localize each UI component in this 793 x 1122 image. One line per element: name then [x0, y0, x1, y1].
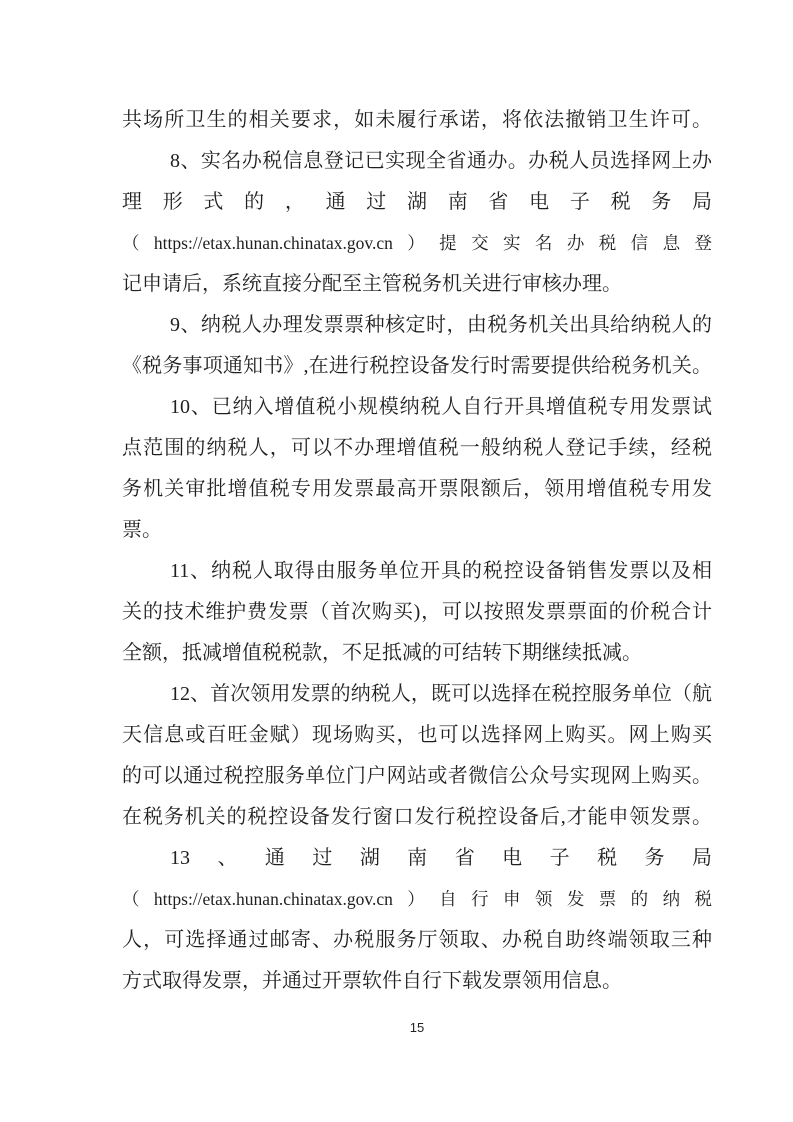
- text-line: 理形式的，通过湖南省电子税务局: [122, 191, 712, 213]
- paragraph-10: [122, 387, 712, 551]
- text-line: 11、纳税人取得由服务单位开具的税控设备销售发票以及相: [170, 560, 712, 582]
- text-line: 记申请后，系统直接分配至主管税务机关进行审核办理。: [122, 273, 622, 295]
- text-line: 共场所卫生的相关要求，如未履行承诺，将依法撤销卫生许可。: [122, 109, 712, 131]
- paragraph-8: [122, 141, 712, 305]
- text-line: 8、实名办税信息登记已实现全省通办。办税人员选择网上办: [170, 150, 712, 172]
- paragraph-9: [122, 305, 712, 387]
- text-line: 天信息或百旺金赋）现场购买，也可以选择网上购买。网上购买: [122, 724, 712, 746]
- text-line: 《税务事项通知书》,在进行税控设备发行时需要提供给税务机关。: [122, 355, 712, 377]
- text-line: 务机关审批增值税专用发票最高开票限额后，领用增值税专用发: [122, 478, 712, 500]
- text-line: 票。: [122, 519, 162, 541]
- paragraph-7-continuation: [122, 100, 712, 141]
- text-line: 点范围的纳税人，可以不办理增值税一般纳税人登记手续，经税: [122, 437, 712, 459]
- paragraph-11: [122, 551, 712, 674]
- text-line-with-url: （https://etax.hunan.chinatax.gov.cn）提交实名办税信息登: [122, 233, 712, 253]
- paragraph-13: [122, 838, 712, 1002]
- text-line-with-url: （https://etax.hunan.chinatax.gov.cn）自行申领发票的纳税: [122, 889, 712, 909]
- paragraph-12: [122, 674, 712, 838]
- text-line: 全额，抵减增值税税款，不足抵减的可结转下期继续抵减。: [122, 642, 642, 664]
- text-line: 9、纳税人办理发票票种核定时，由税务机关出具给纳税人的: [170, 314, 712, 336]
- text-line: 在税务机关的税控设备发行窗口发行税控设备后,才能申领发票。: [122, 806, 712, 828]
- text-line: 关的技术维护费发票（首次购买)，可以按照发票票面的价税合计: [122, 601, 712, 623]
- text-line: 12、首次领用发票的纳税人，既可以选择在税控服务单位（航: [170, 683, 712, 705]
- document-body: [122, 100, 712, 1002]
- text-line: 的可以通过税控服务单位门户网站或者微信公众号实现网上购买。: [122, 765, 712, 787]
- page-footer: [122, 1020, 712, 1035]
- text-line: 13、通过湖南省电子税务局: [170, 847, 712, 869]
- page-number: 15: [409, 1020, 425, 1035]
- text-line: 方式取得发票，并通过开票软件自行下载发票领用信息。: [122, 970, 622, 992]
- text-line: 人，可选择通过邮寄、办税服务厅领取、办税自助终端领取三种: [122, 929, 712, 951]
- text-line: 10、已纳入增值税小规模纳税人自行开具增值税专用发票试: [170, 396, 712, 418]
